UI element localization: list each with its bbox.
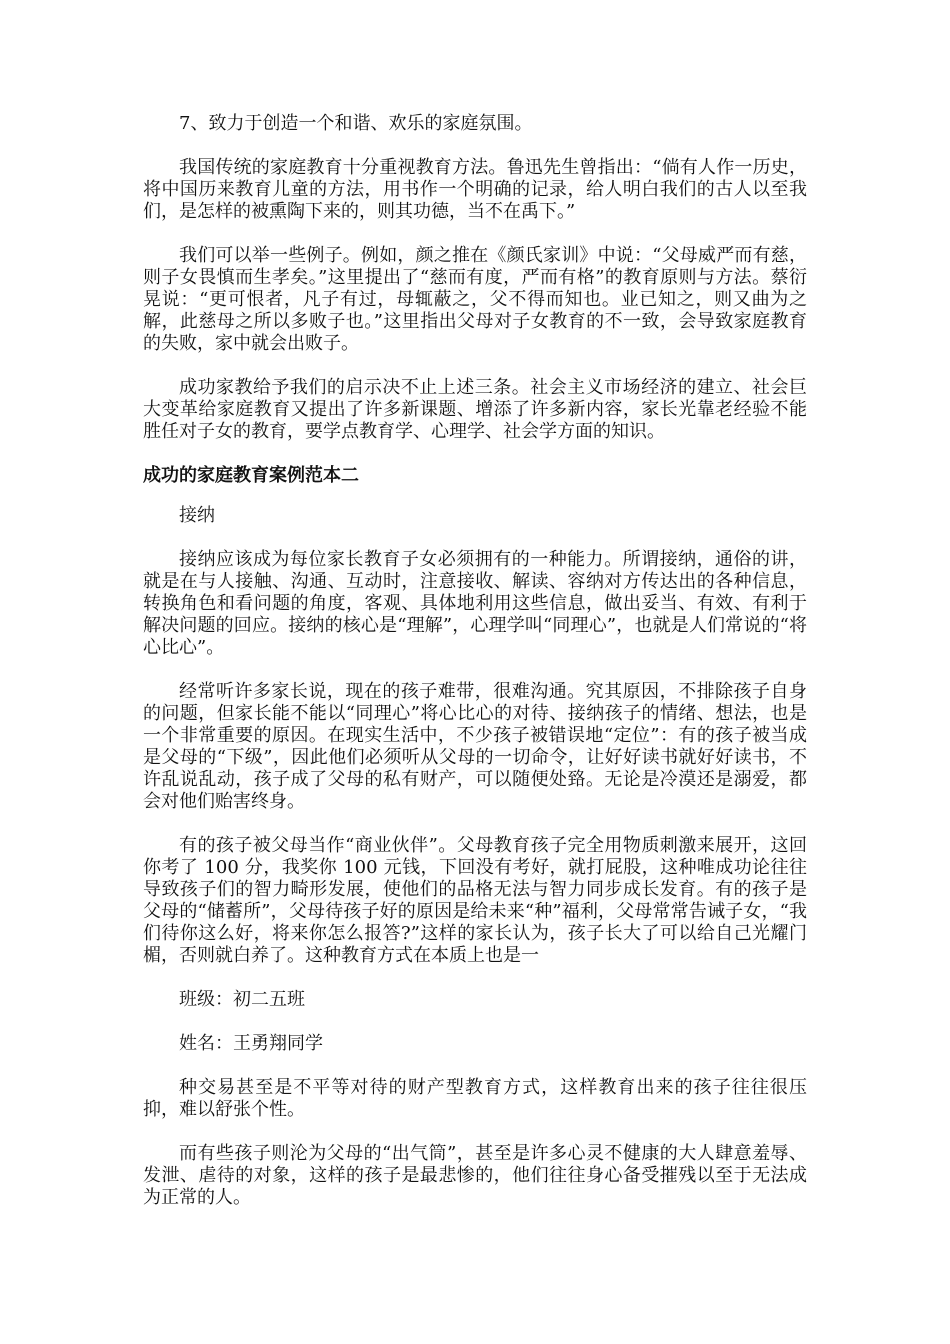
document-body (143, 113, 807, 1231)
class-line: 班级：初二五班 (179, 989, 305, 1010)
paragraph: 有的孩子被父母当作“商业伙伴”。父母教育孩子完全用物质刺激来展开，这回你考了 100 分，我奖你 100 元钱，下回没有考好，就打屁股，这种唯成功论往往导致孩子们的智力畸形发展，使他们的品格无法与智力同步成长发育。有的孩子是父母的“储蓄所”，父母待孩子好的原因是给未来“种”福利，父母常常告诫子女，“我们待你这么好，将来你怎么报答?”这样的家长认为，孩子长大了可以给自己光耀门楣，否则就白养了。这种教育方式在本质上也是一 (143, 835, 807, 966)
paragraph: 种交易甚至是不平等对待的财产型教育方式，这样教育出来的孩子往往很压抑，难以舒张个性。 (143, 1077, 807, 1120)
paragraph: 7、致力于创造一个和谐、欢乐的家庭氛围。 (179, 113, 533, 134)
name-line: 姓名：王勇翔同学 (179, 1033, 323, 1054)
paragraph: 而有些孩子则沦为父母的“出气筒”，甚至是许多心灵不健康的大人肆意羞辱、发泄、虐待的对象，这样的孩子是最悲惨的，他们往往身心备受摧残以至于无法成为正常的人。 (143, 1143, 807, 1208)
paragraph: 接纳 (179, 505, 215, 526)
paragraph: 我国传统的家庭教育十分重视教育方法。鲁迅先生曾指出：“倘有人作一历史，将中国历来教育儿童的方法，用书作一个明确的记录，给人明白我们的古人以至我们，是怎样的被熏陶下来的，则其功德，当不在禹下。” (143, 157, 807, 222)
paragraph: 成功家教给予我们的启示决不止上述三条。社会主义市场经济的建立、社会巨大变革给家庭教育又提出了许多新课题、增添了许多新内容，家长光靠老经验不能胜任对子女的教育，要学点教育学、心理学、社会学方面的知识。 (143, 377, 807, 442)
paragraph: 经常听许多家长说，现在的孩子难带，很难沟通。究其原因，不排除孩子自身的问题，但家长能不能以“同理心”将心比心的对待、接纳孩子的情绪、想法，也是一个非常重要的原因。在现实生活中，不少孩子被错误地“定位”：有的孩子被当成是父母的“下级”，因此他们必须听从父母的一切命令，让好好读书就好好读书，不许乱说乱动，孩子成了父母的私有财产，可以随便处臵。无论是冷漠还是溺爱，都会对他们贻害终身。 (143, 681, 807, 812)
section-heading: 成功的家庭教育案例范本二 (143, 465, 359, 486)
paragraph: 我们可以举一些例子。例如，颜之推在《颜氏家训》中说：“父母威严而有慈，则子女畏慎而生孝矣。”这里提出了“慈而有度，严而有格”的教育原则与方法。蔡衍晃说：“更可恨者，凡子有过，母辄蔽之，父不得而知也。业已知之，则又曲为之解，此慈母之所以多败子也。”这里指出父母对子女教育的不一致，会导致家庭教育的失败，家中就会出败子。 (143, 245, 807, 354)
paragraph: 接纳应该成为每位家长教育子女必须拥有的一种能力。所谓接纳，通俗的讲，就是在与人接触、沟通、互动时，注意接收、解读、容纳对方传达出的各种信息，转换角色和看问题的角度，客观、具体地利用这些信息，做出妥当、有效、有利于解决问题的回应。接纳的核心是“理解”，心理学叫“同理心”，也就是人们常说的“将心比心”。 (143, 549, 807, 658)
